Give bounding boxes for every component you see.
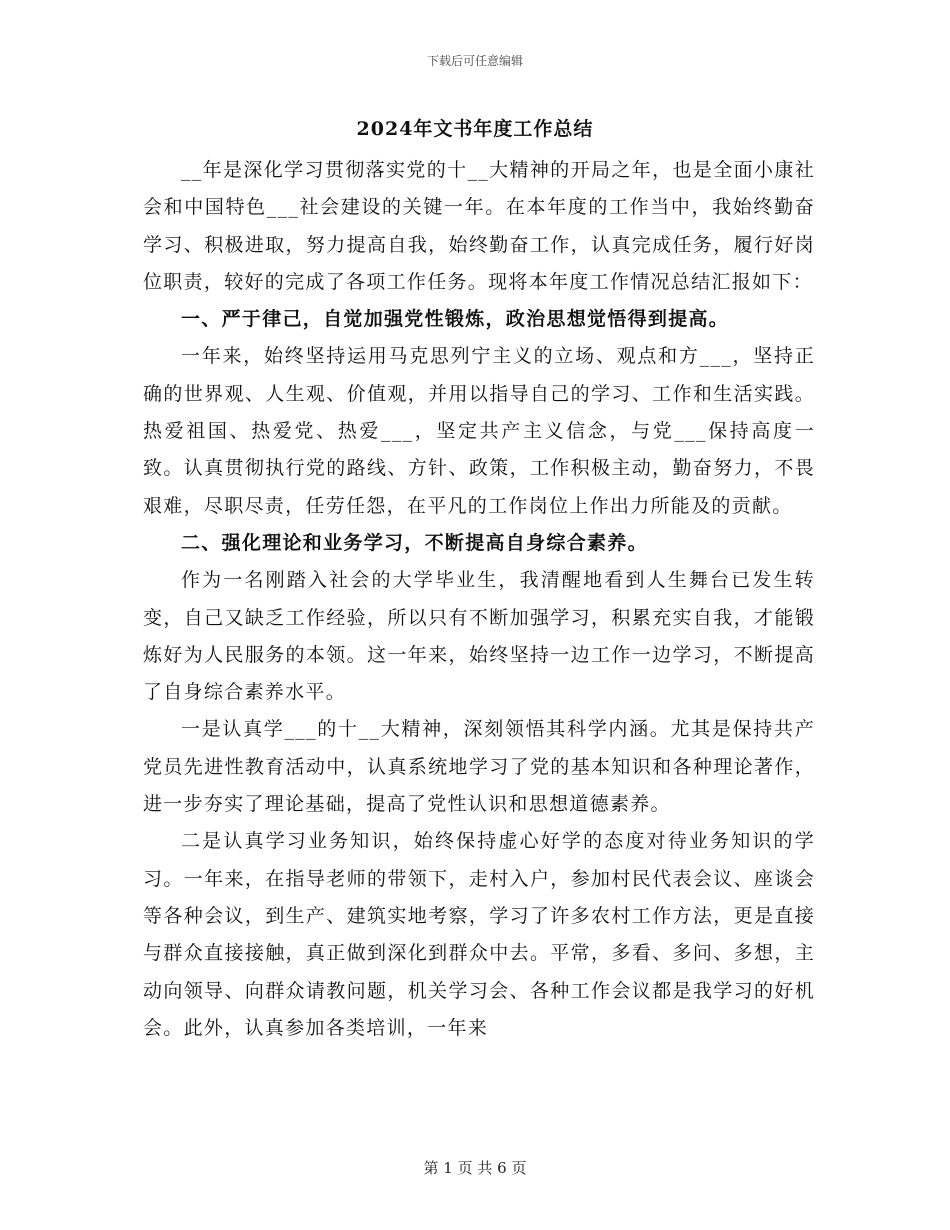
document-body <box>143 152 815 1047</box>
paragraph-intro: __年是深化学习贯彻落实党的十__大精神的开局之年，也是全面小康社会和中国特色___社会建设的关键一年。在本年度的工作当中，我始终勤奋学习、积极进取，努力提高自我，始终勤奋工作，认真完成任务，履行好岗位职责，较好的完成了各项工作任务。现将本年度工作情况总结汇报如下： <box>143 159 815 293</box>
document-title: 2024年文书年度工作总结 <box>356 118 594 140</box>
paragraph-point-2: 二是认真学习业务知识，始终保持虚心好学的态度对待业务知识的学习。一年来，在指导老师的带领下，走村入户，参加村民代表会议、座谈会等各种会议，到生产、建筑实地考察，学习了许多农村工作方法，更是直接与群众直接接触，真正做到深化到群众中去。平常，多看、多问、多想，主动向领导、向群众请教问题，机关学习会、各种工作会议都是我学习的好机会。此外，认真参加各类培训，一年来 <box>143 830 815 1039</box>
paragraph-section-2: 作为一名刚踏入社会的大学毕业生，我清醒地看到人生舞台已发生转变，自己又缺乏工作经验，所以只有不断加强学习，积累充实自我，才能锻炼好为人民服务的本领。这一年来，始终坚持一边工作一边学习，不断提高了自身综合素养水平。 <box>143 569 815 704</box>
paragraph-section-1: 一年来，始终坚持运用马克思列宁主义的立场、观点和方___，坚持正确的世界观、人生观、价值观，并用以指导自己的学习、工作和生活实践。热爱祖国、热爱党、热爱___，坚定共产主义信念，与党___保持高度一致。认真贯彻执行党的路线、方针、政策，工作积极主动，勤奋努力，不畏艰难，尽职尽责，任劳任怨，在平凡的工作岗位上作出力所能及的贡献。 <box>143 345 815 517</box>
paragraph-point-1: 一是认真学___的十__大精神，深刻领悟其科学内涵。尤其是保持共产党员先进性教育活动中，认真系统地学习了党的基本知识和各种理论著作，进一步夯实了理论基础，提高了党性认识和思想道德素养。 <box>143 718 815 816</box>
section-heading-1: 一、严于律己，自觉加强党性锻炼，政治思想觉悟得到提高。 <box>181 308 730 331</box>
page-number-footer: 第 1 页 共 6 页 <box>423 1159 527 1177</box>
section-heading-2: 二、强化理论和业务学习，不断提高自身综合素养。 <box>181 531 648 554</box>
page-header: 下载后可任意编辑 <box>426 54 523 68</box>
